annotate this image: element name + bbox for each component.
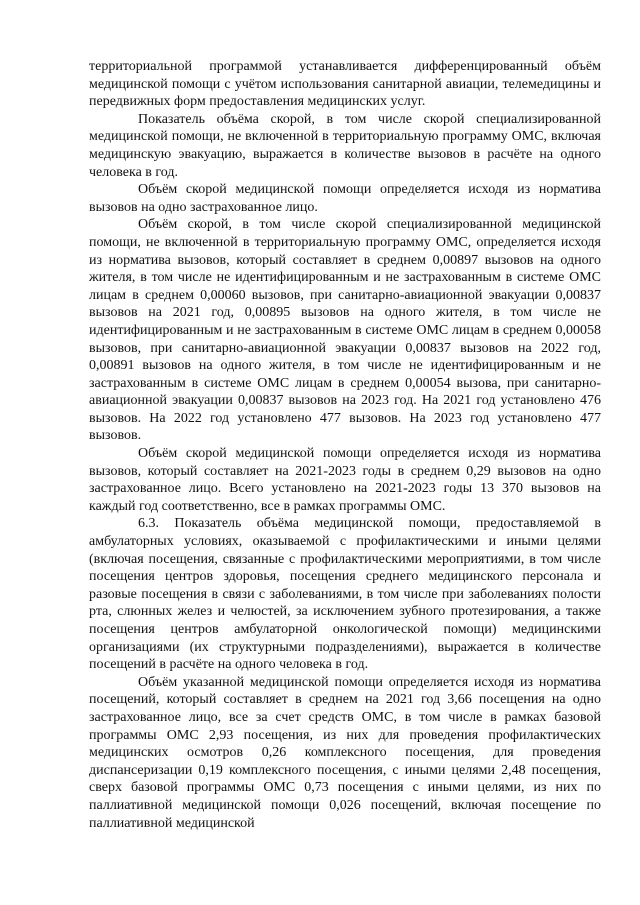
paragraph-continuation: территориальной программой устанавливается дифференцированный объём медицинской помощи с учётом использования санитарной авиации, телемедицины и передвижных форм предоставления медицинских услуг.: [89, 59, 601, 110]
paragraph-outpatient-volume: Объём указанной медицинской помощи определяется исходя из норматива посещений, который составляет в среднем на 2021 год 3,66 посещения на одно застрахованное лицо, все за счет средств ОМС, в том числе в рамках базовой программы ОМС 2,93 посещения, из них для проведения профилактических медицинских осмотров 0,26 комплексного посещения, для проведения диспансеризации 0,19 комплексного посещения, с иными целями 2,48 посещения, сверх базовой программы ОМС 0,73 посещения с иными целями, из них по паллиативной медицинской помощи 0,026 посещений, включая посещение по паллиативной медицинской: [89, 674, 601, 831]
paragraph-section-6-3: 6.3. Показатель объёма медицинской помощи, предоставляемой в амбулаторных условиях, оказываемой с профилактическими и иными целями (включая посещения, связанные с профилактическими мероприятиями, в том числе посещения центров здоровья, посещения среднего медицинского персонала и разовые посещения в связи с заболеваниями, в том числе при заболеваниях полости рта, слюнных желез и челюстей, за исключением зубного протезирования, а также посещения центров амбулаторной онкологической помощи) медицинскими организациями (их структурными подразделениями), выражается в количестве посещений в расчёте на одного человека в год.: [89, 516, 601, 673]
paragraph-ambulance-norm: Объём скорой медицинской помощи определяется исходя из норматива вызовов, который составляет на 2021-2023 годы в среднем 0,29 вызовов на одно застрахованное лицо. Всего установлено на 2021-2023 годы 13 370 вызовов на каждый год соответственно, все в рамках программы ОМС.: [89, 446, 601, 514]
paragraph-specialized-ambulance: Объём скорой, в том числе скорой специализированной медицинской помощи, не включенной в территориальную программу ОМС, определяется исходя из норматива вызовов, который составляет в среднем 0,00897 вызовов на одного жителя, в том числе не идентифицированным и не застрахованным в системе ОМС лицам в среднем 0,00060 вызовов, при санитарно-авиационной эвакуации 0,00837 вызовов на 2021 год, 0,00895 вызовов на одного жителя, в том числе не идентифицированным и не застрахованным в системе ОМС лицам в среднем 0,00058 вызовов, при санитарно-авиационной эвакуации 0,00837 вызовов на 2022 год, 0,00891 вызовов на одного жителя, в том числе не идентифицированным и не застрахованным в системе ОМС лицам в среднем 0,00054 вызова, при санитарно-авиационной эвакуации 0,00837 вызовов на 2023 год. На 2021 год установлено 476 вызовов. На 2022 год установлено 477 вызовов. На 2023 год установлено 477 вызовов.: [89, 217, 601, 444]
paragraph-ambulance-indicator: Показатель объёма скорой, в том числе скорой специализированной медицинской помощи, не включенной в территориальную программу ОМС, включая медицинскую эвакуацию, выражается в количестве вызовов в расчёте на одного человека в год.: [89, 111, 601, 180]
document-body: [89, 58, 601, 832]
paragraph-ambulance-volume: Объём скорой медицинской помощи определяется исходя из норматива вызовов на одно застрахованное лицо.: [89, 182, 601, 215]
